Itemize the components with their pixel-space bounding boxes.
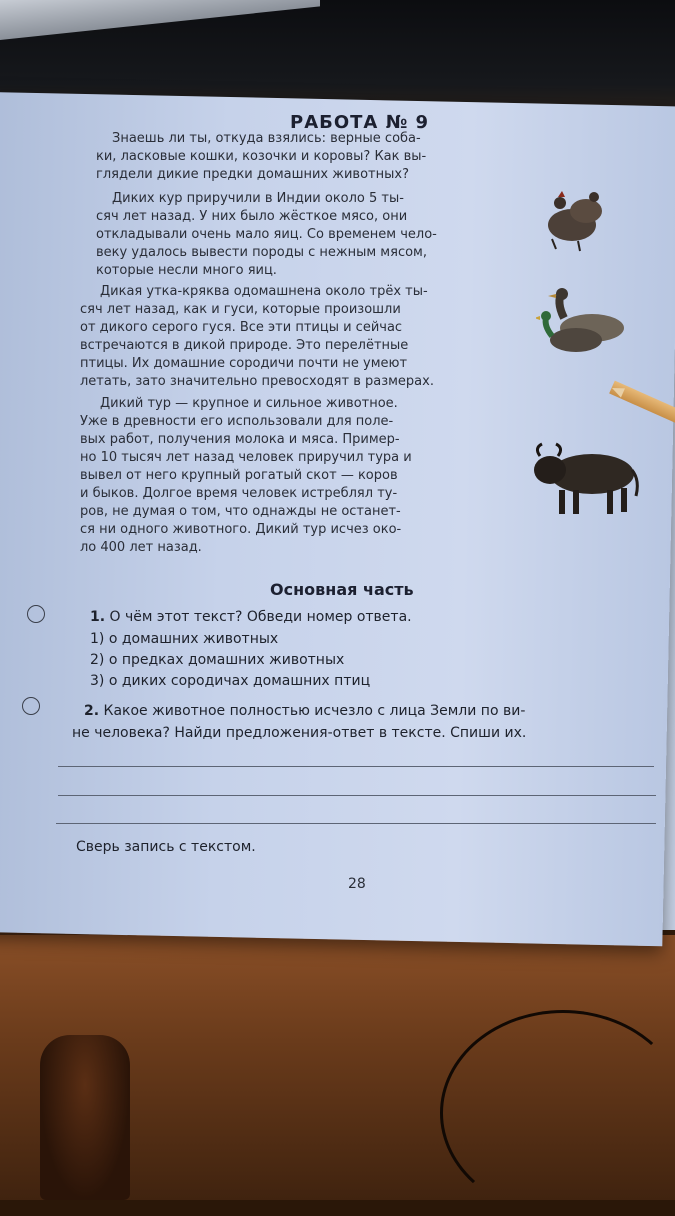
text-line: летать, зато значительно превосходят в размерах.: [80, 374, 434, 389]
page-number: 28: [348, 876, 366, 892]
question-1-text: О чём этот текст? Обведи номер ответа.: [109, 609, 412, 625]
answer-circle-icon[interactable]: [27, 605, 45, 623]
chickens-icon: [542, 183, 612, 253]
text-line: ров, не думая о том, что однажды не останет-: [80, 504, 401, 519]
text-line: ки, ласковые кошки, козочки и коровы? Как вы-: [96, 149, 427, 164]
text-line: Уже в древности его использовали для поле-: [80, 414, 394, 429]
text-line: ло 400 лет назад.: [80, 540, 202, 555]
question-2-line1: Какое животное полностью исчезло с лица Земли по ви-: [103, 703, 526, 719]
option-1[interactable]: 1) о домашних животных: [90, 631, 279, 647]
text-line: которые несли много яиц.: [96, 263, 277, 278]
text-line: Дикий тур — крупное и сильное животное.: [100, 396, 398, 411]
text-line: откладывали очень мало яиц. Со временем чело-: [96, 227, 437, 242]
section-heading: Основная часть: [270, 580, 414, 599]
text-line: сяч лет назад. У них было жёсткое мясо, они: [96, 209, 408, 224]
answer-line[interactable]: [58, 795, 656, 796]
work-title: РАБОТА № 9: [290, 112, 430, 133]
answer-line[interactable]: [56, 823, 656, 824]
option-3[interactable]: 3) о диких сородичах домашних птиц: [90, 673, 371, 689]
answer-circle-icon[interactable]: [22, 697, 40, 715]
text-line: сяч лет назад, как и гуси, которые произошли: [80, 302, 401, 317]
question-1: [90, 608, 412, 626]
text-line: вых работ, получения молока и мяса. Пример-: [80, 432, 400, 447]
ducks-icon: [536, 284, 628, 360]
text-line: Диких кур приручили в Индии около 5 ты-: [112, 191, 404, 206]
text-line: но 10 тысяч лет назад человек приручил тура и: [80, 450, 412, 465]
text-line: и быков. Долгое время человек истреблял ту-: [80, 486, 398, 501]
option-2[interactable]: 2) о предках домашних животных: [90, 652, 345, 668]
answer-line[interactable]: [58, 766, 654, 767]
text-line: от дикого серого гуся. Все эти птицы и сейчас: [80, 320, 403, 335]
question-1-number: 1.: [90, 609, 106, 625]
question-2: [84, 702, 525, 720]
text-line: встречаются в дикой природе. Это перелётные: [80, 338, 409, 353]
text-line: веку удалось вывести породы с нежным мясом,: [96, 245, 427, 260]
text-line: птицы. Их домашние сородичи почти не умеют: [80, 356, 408, 371]
text-line: ся ни одного животного. Дикий тур исчез око-: [80, 522, 402, 537]
question-2-number: 2.: [84, 703, 100, 719]
aurochs-icon: [532, 442, 640, 518]
question-2-line2: не человека? Найди предложения-ответ в тексте. Спиши их.: [72, 725, 527, 741]
text-line: глядели дикие предки домашних животных?: [96, 167, 409, 182]
text-line: Дикая утка-кряква одомашнена около трёх ты-: [100, 284, 428, 299]
text-line: Знаешь ли ты, откуда взялись: верные соба-: [112, 131, 421, 146]
text-line: вывел от него крупный рогатый скот — коров: [80, 468, 398, 483]
check-note: Сверь запись с текстом.: [76, 839, 256, 855]
